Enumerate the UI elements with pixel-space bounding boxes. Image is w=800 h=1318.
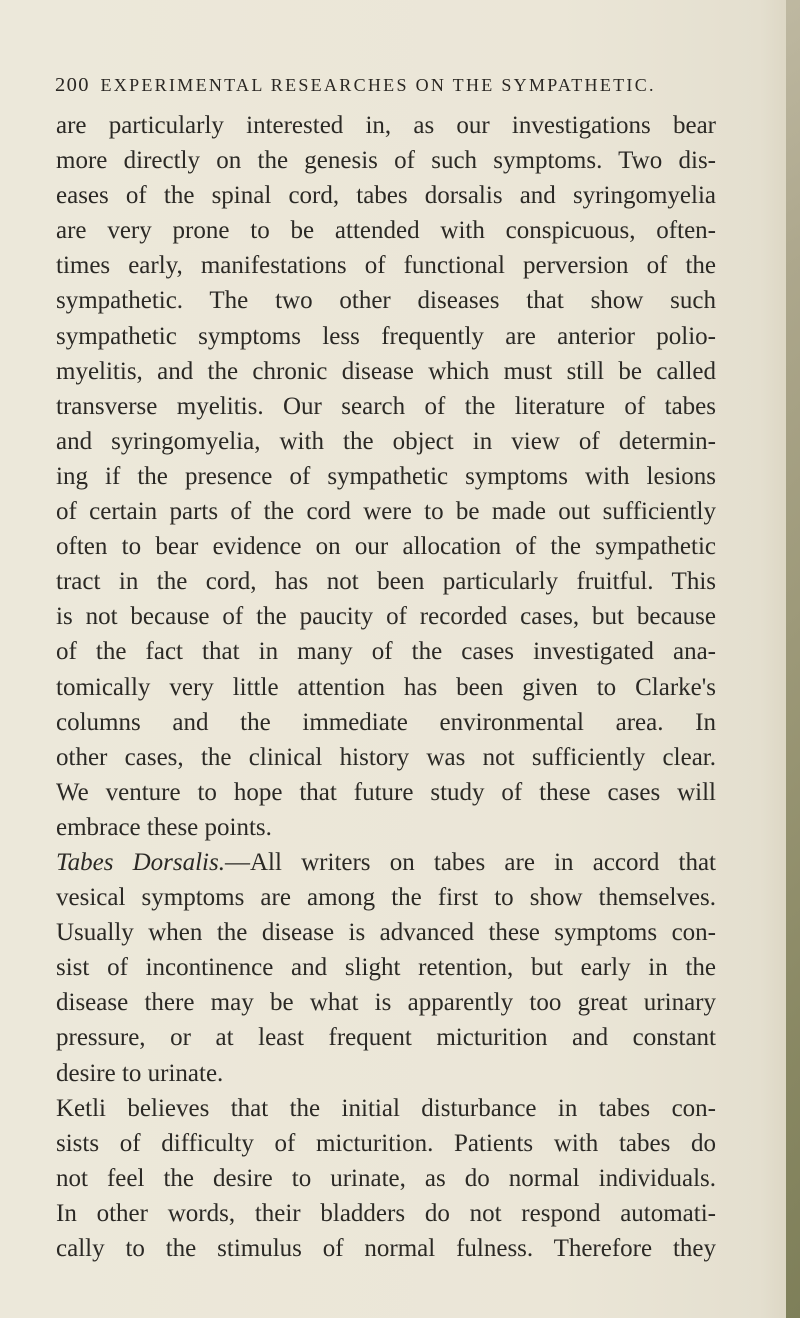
text-line: desire to urinate. bbox=[56, 1059, 224, 1087]
page-edge-shadow bbox=[786, 0, 800, 1318]
text-line: columns and the immediate environmental area. In bbox=[56, 708, 716, 736]
running-title: EXPERIMENTAL RESEARCHES ON THE SYMPATHETIC. bbox=[100, 75, 656, 95]
page-header bbox=[55, 74, 695, 97]
text-line: tract in the cord, has not been particularly fruitful. This bbox=[56, 568, 716, 596]
text-line: transverse myelitis. Our search of the literature of tabes bbox=[56, 392, 716, 420]
text-line: often to bear evidence on our allocation of the sympathetic bbox=[56, 533, 716, 561]
text-line: cally to the stimulus of normal fulness. Therefore they bbox=[56, 1235, 716, 1262]
text-line: disease there may be what is apparently too great urinary bbox=[56, 989, 716, 1017]
text-line: are very prone to be attended with conspicuous, often- bbox=[56, 217, 716, 245]
page-number: 200 bbox=[55, 74, 90, 96]
text-line: times early, manifestations of functional perversion of the bbox=[56, 252, 716, 280]
text-line: sists of difficulty of micturition. Patients with tabes do bbox=[56, 1129, 716, 1157]
text-line: We venture to hope that future study of these cases will bbox=[56, 778, 716, 806]
text-line: pressure, or at least frequent micturition and constant bbox=[56, 1024, 716, 1052]
text-line: is not because of the paucity of recorded cases, but because bbox=[56, 603, 716, 631]
text-line: myelitis, and the chronic disease which must still be called bbox=[56, 357, 716, 385]
body-text bbox=[56, 108, 716, 1266]
text-line: sympathetic. The two other diseases that show such bbox=[56, 287, 716, 315]
text-line-rest: —All writers on tabes are in accord that bbox=[225, 848, 716, 876]
text-line: more directly on the genesis of such symptoms. Two dis- bbox=[56, 147, 716, 175]
text-line: tomically very little attention has been given to Clarke's bbox=[56, 673, 716, 701]
text-line: eases of the spinal cord, tabes dorsalis and syringomyelia bbox=[56, 182, 716, 210]
text-line: vesical symptoms are among the first to show themselves. bbox=[56, 884, 716, 912]
text-line: not feel the desire to urinate, as do normal individuals. bbox=[56, 1164, 716, 1192]
text-line: In other words, their bladders do not respond automati- bbox=[56, 1199, 716, 1227]
text-line: sympathetic symptoms less frequently are anterior polio- bbox=[56, 322, 716, 350]
text-line: are particularly interested in, as our investigations bear bbox=[56, 112, 716, 139]
text-line: other cases, the clinical history was not sufficiently clear. bbox=[56, 743, 716, 771]
text-line: and syringomyelia, with the object in view of determin- bbox=[56, 427, 716, 455]
text-line: ing if the presence of sympathetic symptoms with lesions bbox=[56, 462, 716, 490]
text-line: of certain parts of the cord were to be made out sufficiently bbox=[56, 498, 716, 526]
text-line: embrace these points. bbox=[56, 813, 272, 841]
section-heading-tabes-dorsalis: Tabes Dorsalis. bbox=[56, 848, 225, 876]
text-line: Ketli believes that the initial disturbance in tabes con- bbox=[56, 1094, 716, 1122]
text-line: of the fact that in many of the cases investigated ana- bbox=[56, 638, 716, 666]
text-line: sist of incontinence and slight retention, but early in the bbox=[56, 954, 716, 982]
tabes-section-first-line bbox=[56, 845, 716, 880]
text-line: Usually when the disease is advanced these symptoms con- bbox=[56, 919, 716, 947]
